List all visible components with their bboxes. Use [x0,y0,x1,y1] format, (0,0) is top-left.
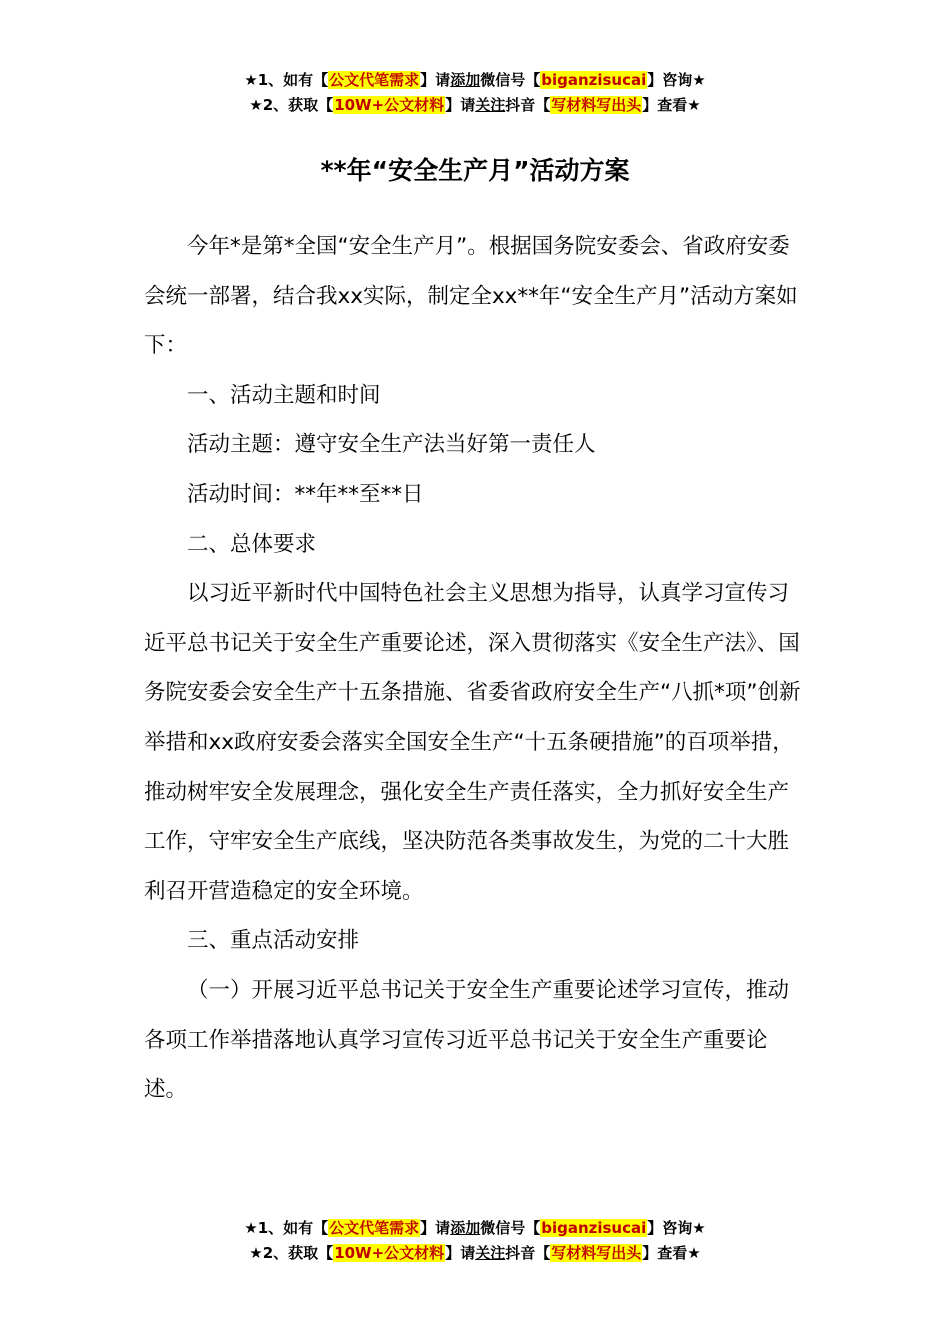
banner-underlined-text: 关注 [475,1244,506,1262]
banner-underlined-text: 添加 [450,1219,481,1237]
banner-line-2 [0,1241,950,1266]
footer-banner [0,1216,950,1266]
document-body [144,222,804,1115]
banner-highlight: 写材料写出头 [551,1244,642,1262]
banner-text: 】请 [420,71,451,89]
banner-highlight: biganzisucai [541,1219,647,1237]
body-paragraph: （一）开展习近平总书记关于安全生产重要论述学习宣传，推动各项工作举措落地认真学习宣传习近平总书记关于安全生产重要论述。 [144,977,790,1103]
banner-highlight: 写材料写出头 [551,96,642,114]
banner-text: 】咨询★ [647,1219,706,1237]
banner-text: 】查看★ [642,1244,701,1262]
banner-highlight: 10W+公文材料 [334,96,445,114]
document-title: **年“安全生产月”活动方案 [320,156,630,185]
banner-text: 微信号【 [480,1219,541,1237]
banner-text: ★2、获取【 [249,1244,334,1262]
banner-line-2 [0,93,950,118]
banner-underlined-text: 关注 [475,96,506,114]
section-heading: 三、重点活动安排 [187,928,360,954]
banner-text: 微信号【 [480,71,541,89]
banner-underlined-text: 添加 [450,71,481,89]
body-paragraph: 以习近平新时代中国特色社会主义思想为指导，认真学习宣传习近平总书记关于安全生产重要论述，深入贯彻落实《安全生产法》、国务院安委会安全生产十五条措施、省委省政府安全生产“八抓*项”创新举措和xx政府安委会落实全国安全生产“十五条硬措施”的百项举措，推动树牢安全发展理念，强化安全生产责任落实，全力抓好安全生产工作，守牢安全生产底线，坚决防范各类事故发生，为党的二十大胜利召开营造稳定的安全环境。 [144,581,801,904]
banner-highlight: 10W+公文材料 [334,1244,445,1262]
banner-text: ★2、获取【 [249,96,334,114]
banner-text: 】咨询★ [647,71,706,89]
section-heading: 二、总体要求 [187,531,317,557]
banner-text: 】查看★ [642,96,701,114]
banner-text: ★1、如有【 [244,1219,329,1237]
banner-highlight: biganzisucai [541,71,647,89]
section-heading: 一、活动主题和时间 [187,382,381,408]
banner-text: ★1、如有【 [244,71,329,89]
header-banner [0,68,950,118]
banner-highlight: 公文代笔需求 [329,71,420,89]
banner-text: 】请 [420,1219,451,1237]
intro-paragraph: 今年*是第*全国“安全生产月”。根据国务院安委会、省政府安委会统一部署，结合我xx实际，制定全xx**年“安全生产月”活动方案如下： [144,234,798,359]
body-paragraph: 活动时间：**年**至**日 [187,481,424,507]
banner-text: 】请 [445,96,476,114]
banner-text: 抖音【 [505,1244,551,1262]
banner-line-1 [0,1216,950,1241]
banner-line-1 [0,68,950,93]
banner-text: 】请 [445,1244,476,1262]
banner-text: 抖音【 [505,96,551,114]
body-paragraph: 活动主题：遵守安全生产法当好第一责任人 [187,432,596,458]
banner-highlight: 公文代笔需求 [329,1219,420,1237]
